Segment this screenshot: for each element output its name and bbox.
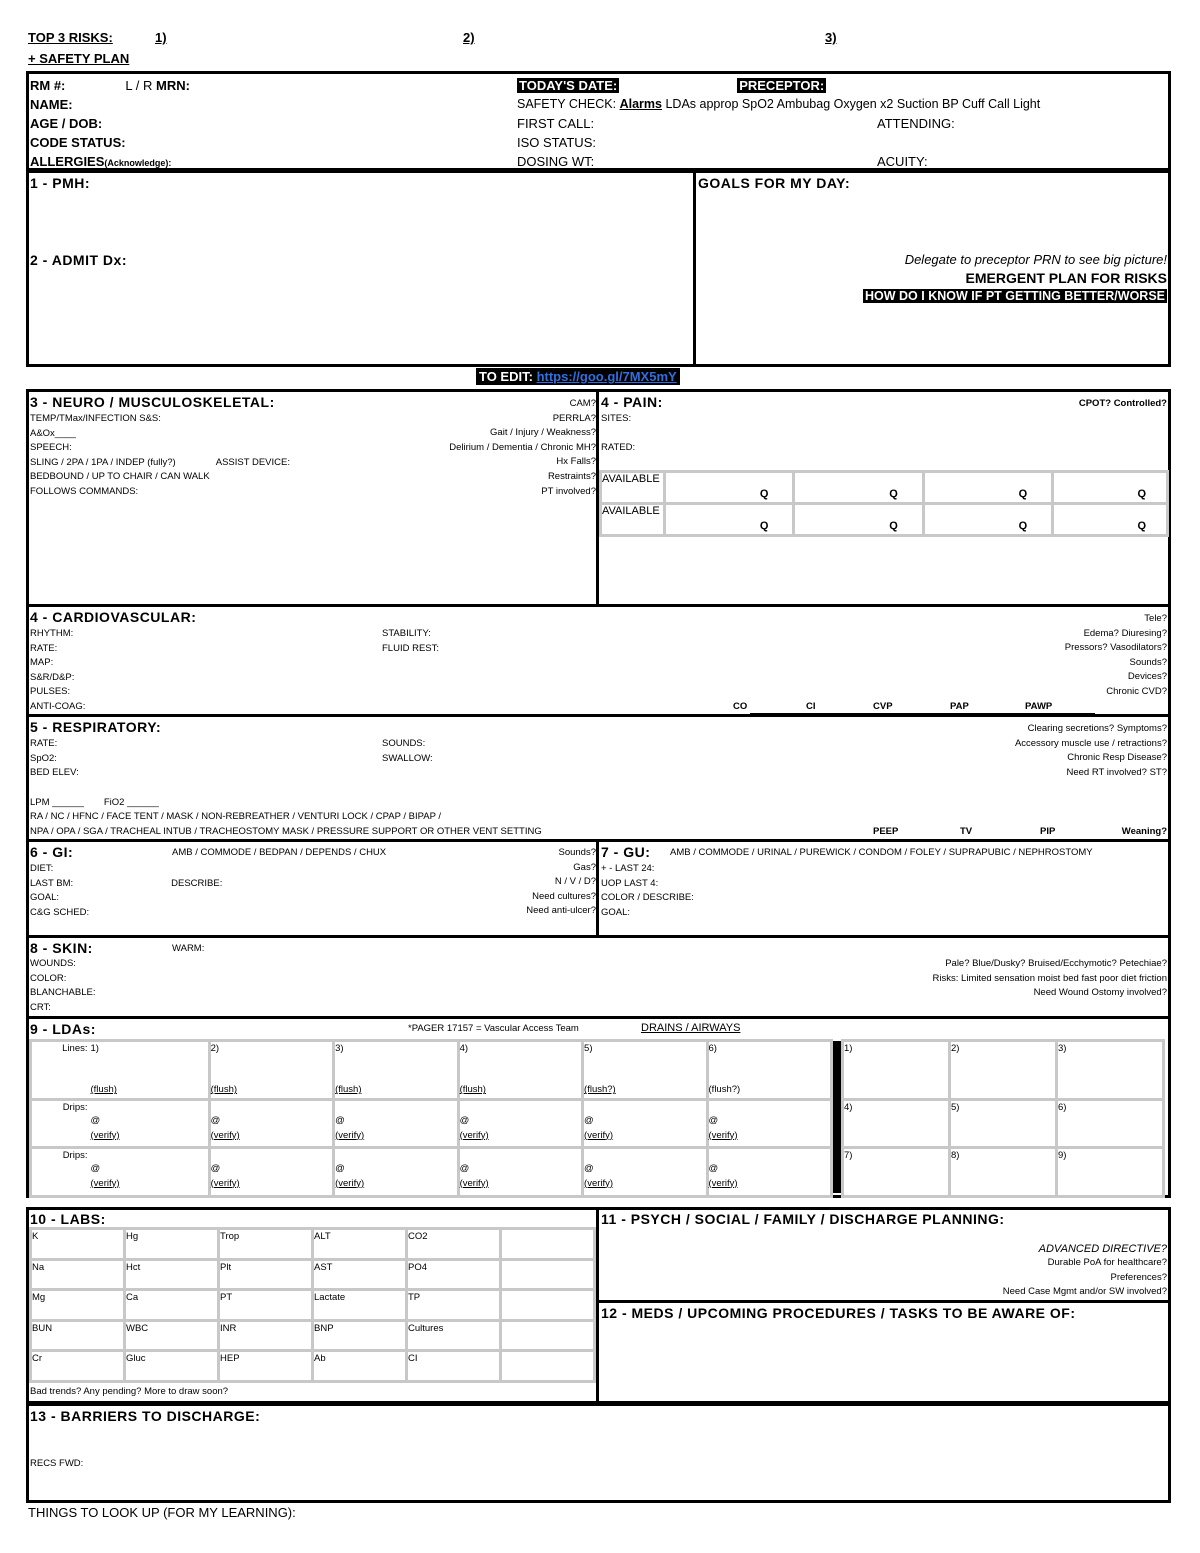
patient-left (30, 76, 190, 173)
mrn-label: MRN: (156, 78, 190, 93)
cardio-co: CO (733, 701, 748, 712)
lda-divider-bar (833, 1041, 841, 1193)
resp-left: RATE: SpO2: BED ELEV: (30, 738, 79, 779)
gu-left: + - LAST 24: UOP LAST 4: COLOR / DESCRIBE: GOAL: (601, 863, 694, 918)
resp-peep: PEEP (873, 826, 899, 837)
allergies-label: ALLERGIES (30, 154, 105, 169)
drains-grid: 1) 2) 3) 4) 5) 6) 7) 8) 9) (841, 1039, 1165, 1198)
recs-fwd: RECS FWD: (30, 1458, 84, 1469)
allergies-note: (Acknowledge): (104, 158, 172, 168)
risk-2: 2) (463, 30, 475, 45)
pain-rated: RATED: (601, 442, 636, 453)
cardio-pawp: PAWP (1025, 701, 1053, 712)
resp-line2: NPA / OPA / SGA / TRACHEAL INTUB / TRACHEOSTOMY MASK / PRESSURE SUPPORT OR OTHER VENT SETTING (30, 826, 542, 837)
resp-weaning: Weaning? (1121, 826, 1167, 837)
cardio-ci: CI (806, 701, 816, 712)
resp-mid: SOUNDS: SWALLOW: (382, 738, 433, 764)
age-label: AGE / DOB: (30, 116, 103, 131)
goals-title: GOALS FOR MY DAY: (698, 175, 851, 191)
delegate-note: Delegate to preceptor PRN to see big picture! (904, 252, 1167, 267)
lr-label: L / R (125, 78, 153, 93)
safety-plan: + SAFETY PLAN (28, 51, 130, 66)
safety-items: LDAs approp SpO2 Ambubag Oxygen x2 Suction BP Cuff Call Light (665, 97, 1041, 111)
pain-sites: SITES: (601, 413, 632, 424)
advanced-directive: ADVANCED DIRECTIVE? (1038, 1243, 1167, 1255)
code-label: CODE STATUS: (30, 135, 126, 150)
cardio-box (26, 604, 1171, 717)
lines-grid: Lines: 1) (flush) 2) (flush) 3) (flush) 4) (flush) 5) (flush?) 6) (flush?) Drips: @ (verify) @ (verify) @ (verify) @ (verify) @ (verify) @ (verify) Drips: @ (verify) @ (verify) @ (verify) @ (verify) @ (verify) @ (verify) (29, 1039, 833, 1198)
skin-warm: WARM: (172, 943, 205, 954)
top-risks-label: TOP 3 RISKS: (28, 30, 113, 45)
attending-label: ATTENDING: (877, 116, 955, 131)
cardio-cvp: CVP (873, 701, 893, 712)
psych-right: Durable PoA for healthcare? Preferences? Need Case Mgmt and/or SW involved? (1002, 1257, 1167, 1298)
gi-opts: AMB / COMMODE / BEDPAN / DEPENDS / CHUX (172, 847, 387, 858)
goals-box (693, 170, 1171, 367)
gu-opts: AMB / COMMODE / URINAL / PUREWICK / CONDOM / FOLEY / SUPRAPUBIC / NEPHROSTOMY (670, 847, 1093, 858)
resp-tv: TV (960, 826, 973, 837)
preceptor-label: PRECEPTOR: (739, 78, 825, 93)
pmh-title: 1 - PMH: (30, 175, 90, 191)
labs-title: 10 - LABS: (30, 1211, 106, 1227)
pain-title: 4 - PAIN: (601, 394, 663, 410)
skin-title: 8 - SKIN: (30, 940, 93, 956)
iso-label: ISO STATUS: (517, 135, 596, 150)
labs-note: Bad trends? Any pending? More to draw soon? (30, 1386, 229, 1397)
gi-right: Sounds? Gas? N / V / D? Need cultures? Need anti-ulcer? (526, 847, 596, 917)
meds-title: 12 - MEDS / UPCOMING PROCEDURES / TASKS TO BE AWARE OF: (601, 1305, 1076, 1321)
risk-1: 1) (155, 30, 167, 45)
skin-right: Pale? Blue/Dusky? Bruised/Ecchymotic? Petechiae? Risks: Limited sensation moist bed fast poor diet friction Need Wound Ostomy involved? (932, 958, 1167, 999)
gi-gu-divider (596, 839, 599, 938)
safety-check-label: SAFETY CHECK: (517, 97, 617, 111)
cpot-label: CPOT? Controlled? (1078, 398, 1167, 409)
resp-pip: PIP (1040, 826, 1056, 837)
how-do-i-know: HOW DO I KNOW IF PT GETTING BETTER/WORSE (865, 289, 1165, 303)
psych-title: 11 - PSYCH / SOCIAL / FAMILY / DISCHARGE PLANNING: (601, 1211, 1005, 1227)
cardio-mid: STABILITY: FLUID REST: (382, 628, 440, 654)
labs-grid: K Hg Trop ALT CO2 Na Hct Plt AST PO4 Mg Ca PT Lactate TP BUN WBC INR BNP Cultures Cr Gluc HEP Ab CI (29, 1227, 596, 1383)
pain-grid: AVAILABLE Q Q Q Q AVAILABLE Q Q Q Q (599, 470, 1169, 537)
first-call-label: FIRST CALL: (517, 116, 595, 131)
lda-title: 9 - LDAs: (30, 1021, 96, 1037)
cardio-title: 4 - CARDIOVASCULAR: (30, 609, 197, 625)
neuro-left: TEMP/TMax/INFECTION S&S: A&Ox____ SPEECH: SLING / 2PA / 1PA / INDEP (fully?) ASSIST DEVICE: BEDBOUND / UP TO CHAIR / CAN WALK FOLLOWS COMMANDS: (30, 413, 290, 497)
neuro-right: CAM? PERRLA? Gait / Injury / Weakness? Delirium / Dementia / Chronic MH? Hx Falls? Restraints? PT involved? (449, 398, 596, 497)
acuity-label: ACUITY: (877, 154, 928, 169)
neuro-title: 3 - NEURO / MUSCULOSKELETAL: (30, 394, 275, 410)
skin-left: WOUNDS: COLOR: BLANCHABLE: CRT: (30, 958, 96, 1013)
cardio-left: RHYTHM: RATE: MAP: S&R/D&P: PULSES: ANTI-COAG: (30, 628, 86, 712)
emergent-plan: EMERGENT PLAN FOR RISKS (965, 270, 1167, 286)
lda-pager: *PAGER 17157 = Vascular Access Team (408, 1023, 579, 1034)
learning-footer: THINGS TO LOOK UP (FOR MY LEARNING): (28, 1505, 296, 1520)
admit-title: 2 - ADMIT Dx: (30, 252, 127, 268)
resp-lpm: LPM ______ FiO2 ______ (30, 797, 159, 808)
todays-date-label: TODAY'S DATE: (519, 78, 618, 93)
alarms-label: Alarms (619, 97, 662, 111)
edit-banner (476, 368, 680, 385)
cardio-right: Tele? Edema? Diuresing? Pressors? Vasodilators? Sounds? Devices? Chronic CVD? (1064, 613, 1167, 697)
resp-title: 5 - RESPIRATORY: (30, 719, 162, 735)
cardio-pap: PAP (950, 701, 969, 712)
edit-label: TO EDIT: (479, 369, 533, 384)
rm-label: RM #: (30, 78, 66, 93)
lda-drains-header: DRAINS / AIRWAYS (641, 1022, 741, 1034)
barriers-title: 13 - BARRIERS TO DISCHARGE: (30, 1408, 261, 1424)
resp-line1: RA / NC / HFNC / FACE TENT / MASK / NON-REBREATHER / VENTURI LOCK / CPAP / BIPAP / (30, 811, 442, 822)
resp-right: Clearing secretions? Symptoms? Accessory muscle use / retractions? Chronic Resp Disease? Need RT involved? ST? (1014, 723, 1167, 778)
dosing-label: DOSING WT: (517, 154, 595, 169)
name-label: NAME: (30, 97, 73, 112)
patient-right (517, 76, 1167, 171)
gi-left: DIET: LAST BM: DESCRIBE: GOAL: C&G SCHED: (30, 863, 223, 918)
edit-link[interactable]: https://goo.gl/7MX5mY (536, 369, 677, 384)
gu-title: 7 - GU: (601, 844, 651, 860)
risk-3: 3) (825, 30, 837, 45)
gi-title: 6 - GI: (30, 844, 74, 860)
